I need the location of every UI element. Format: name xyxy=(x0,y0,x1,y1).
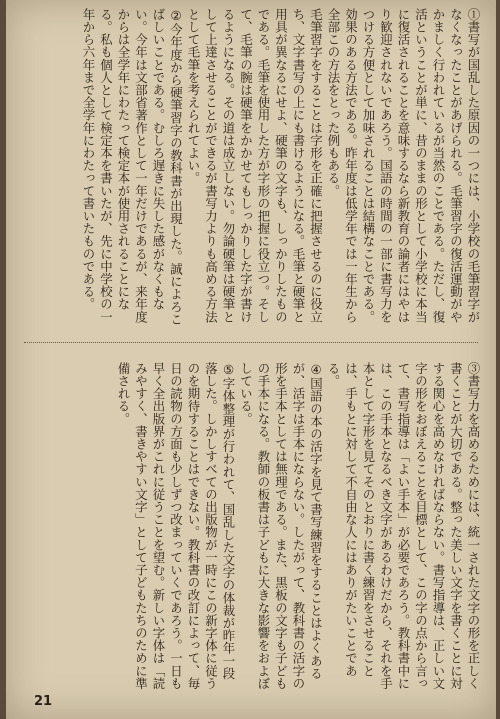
page-number: 21 xyxy=(34,694,53,709)
book-page xyxy=(6,0,496,719)
upper-text-block: ①書写が国乱した原因の一つには、小学校の毛筆習字がなくなったことがあげられる。毛筆習字の復活運動がやかましく行われているが当然のことである。ただし、復活ということが単に、昔のままの形として小学校に本当に復活されることを意味するなら新教育の論者にはやはり歓迎されないであろう。国語の時間の一部に書写力をつける方便として加味されることは結構なことである。効果のある方法である。昨年度は低学年では一年生から全部この方法をとった例もある。 毛筆習字をすることは字形を正確に把握させるのに役立ち、文字書写の上にも書けるようになる。毛筆と硬筆と用具が異なるにせよ、硬筆の文字も、しっかりしたものである。毛筆を使用した方が字形の把握に役立つ。そして、毛筆の腕は硬筆をかかせてもしっかりした字が書けるようになる。その道は成立しない。勿論硬筆は硬筆として上達させることができるが書写力よりも高める方法として毛筆を考えられてよい。 ②今年度から硬筆習字の教科書が出現した。誠によろこばしいことである。むしろ遅きに失した感がなくもない。今年は文部省著作として一年だけであるが、来年度からは全学年にわたって検定本が使用されることになる。私も個人として検定本を書いたが、先に中学校の一年から六年まで全学年にわたって書いたものである。 xyxy=(81,8,481,326)
lower-text-block: ③書写力を高めるためには、統一された文字の形を正しく書くことが大切である。整った美しい文字を書くことに対する関心を高めなければならない。書写指導は、正しい文字の形をおぼえることを目標として、この字の点から言って、書写指導は「よい手本」が必要であろう。教科書中には、この手本となるべき文字があるわけだから、それを手本として字形を見てそのとおりに書く練習をさせることは、手もとに対して不自由な人にはありがたいことである。 ④国語の本の活字を見て書写練習をすることはよくあるが、活字は手本にならない。したがって、教科書の活字の形を手本としては無理である。また、黒板の文字も子どもの手本になる。教師の板書は子どもに大きな影響をおよぼしている。 ⑤字体整理が行われて、国乱した文字の体裁が昨年一段落した。しかしすべての出版物が一時にこの新字体に従うのを期待することはできない。教科書の改訂によって、毎日の読物の方面も少しずつ改まっていくであろう。一日も早く全出版界がこれに従うことを望む。新しい字体は「読みやすく、書きやすい文字」として子どもたちのために準備される。 xyxy=(116,362,481,690)
section-divider xyxy=(24,342,478,343)
